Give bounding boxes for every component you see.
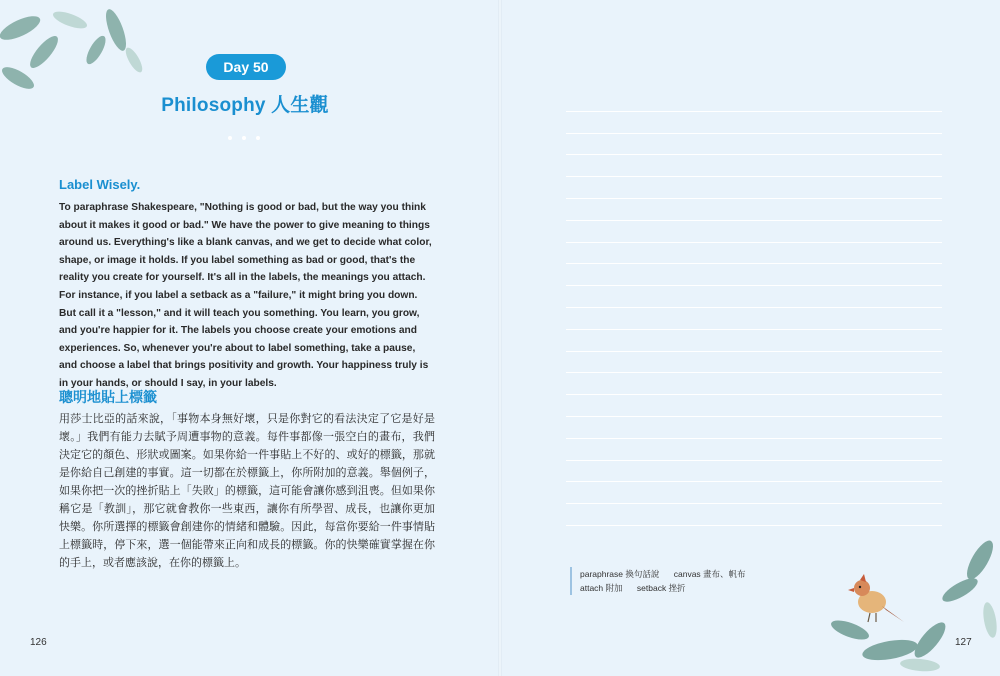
vocab-row [580,581,758,595]
vocab-item: paraphrase 換句話說 [580,569,660,579]
day-badge: Day 50 [206,54,286,80]
leaf-decoration-icon [0,0,160,120]
vocab-item: attach 附加 [580,583,623,593]
bird-icon [846,570,906,632]
section-body-en: To paraphrase Shakespeare, "Nothing is good or bad, but the way you think about it makes it good or bad." We have the power to give meaning to things around us. Everything's like a blank canvas, and we get to decide what color, shape, or image it holds. If you label something as bad or good, that's the reality you create for yourself. It's all in the labels, the meanings you attach. For instance, if you label a setback as a "failure," it might bring you down. But call it a "lesson," and it will teach you something. You learn, you grow, and you're happier for it. The labels you choose create your emotions and experiences. So, whenever you're about to label something, take a pause, and choose a label that brings positivity and growth. Your happiness truly is in your hands, or should I say, in your labels. [59,202,432,389]
vocab-item: canvas 畫布、帆布 [673,569,746,579]
vocabulary-box [570,567,758,595]
vocab-row [580,567,758,581]
title-dots-divider [228,136,268,142]
vocab-item: setback 挫折 [636,583,686,593]
page-gutter [498,0,502,676]
section-title-zh: 聰明地貼上標籤 [59,389,157,405]
section-body-zh: 用莎士比亞的話來說，「事物本身無好壞，只是你對它的看法決定了它是好是壞。」我們有能力去賦予周遭事物的意義。每件事都像一張空白的畫布，我們決定它的顏色、形狀或圖案。如果你給一件事貼上不好的、或好的標籤，那就是你給自己創建的事實。這一切都在於標籤上，你所附加的意義。舉個例子，如果你把一次的挫折貼上「失敗」的標籤，這可能會讓你感到沮喪。但如果你稱它是「教訓」，那它就會教你一些東西，讓你有所學習、成長，也讓你更加快樂。你所選擇的標籤會創建你的情緒和體驗。因此，每當你要給一件事情貼上標籤時，停下來，選一個能帶來正向和成長的標籤。你的快樂確實掌握在你的手上，或者應該說，在你的標籤上。 [59,413,435,569]
section-title-en: Label Wisely. [59,177,141,192]
page-title: Philosophy 人生觀 [161,95,329,116]
writing-lines [566,90,942,526]
page-number-right: 127 [955,637,972,648]
page-number-left: 126 [30,637,47,648]
